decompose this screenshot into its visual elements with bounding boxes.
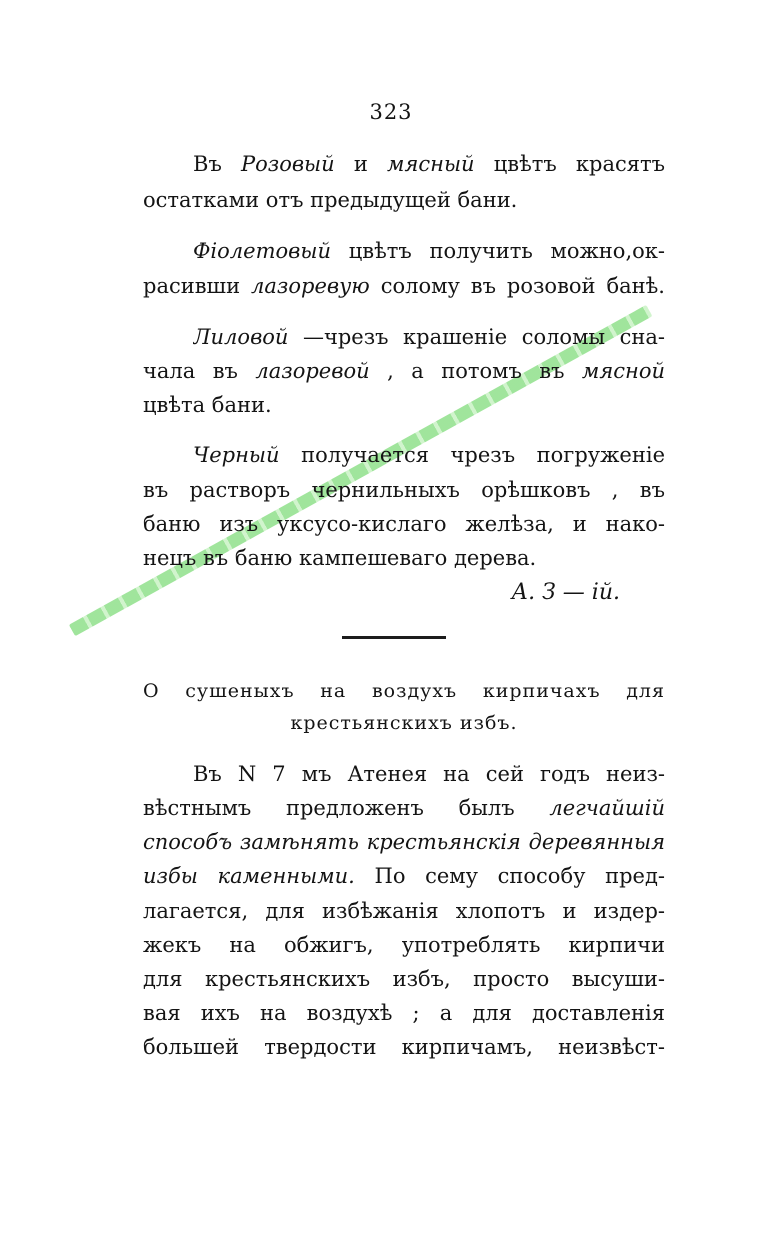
text-run-italic: Розовый xyxy=(240,152,335,176)
text-line xyxy=(143,964,665,994)
text-line xyxy=(143,1032,665,1062)
text-run-italic: легчайшій xyxy=(549,796,665,820)
text-run-italic: Лиловой xyxy=(193,325,289,349)
text-line xyxy=(193,236,665,266)
text-run: цвѣтъ получить можно,ок- xyxy=(331,239,665,263)
text-line xyxy=(143,793,665,823)
text-line xyxy=(143,271,665,301)
section-divider xyxy=(342,636,446,639)
text-run-italic: лазоревой xyxy=(255,359,370,383)
text-run-italic: лазоревую xyxy=(251,274,370,298)
text-line xyxy=(193,149,665,179)
text-line xyxy=(193,322,665,352)
text-line xyxy=(143,827,665,857)
page-number: 323 xyxy=(369,100,413,124)
text-line xyxy=(143,356,665,386)
text-run-italic: избы каменными. xyxy=(143,864,355,888)
text-run: для крестьянскихъ избъ, просто высуши- xyxy=(143,967,665,991)
text-run: въ растворъ чернильныхъ орѣшковъ , въ xyxy=(143,478,665,502)
text-line xyxy=(143,509,665,539)
text-run: —чрезъ крашеніе соломы сна- xyxy=(288,325,665,349)
text-line xyxy=(193,759,665,789)
text-run: получается чрезъ погруженіе xyxy=(279,443,665,467)
text-run-italic: мясный xyxy=(387,152,475,176)
text-line xyxy=(143,185,665,215)
text-run: чала въ xyxy=(143,359,256,383)
article-heading-line: крестьянскихъ избъ. xyxy=(290,712,518,734)
text-line xyxy=(143,896,665,926)
text-run: нецъ въ баню кампешеваго дерева. xyxy=(143,546,537,570)
text-line xyxy=(143,861,665,891)
text-run-italic: Черный xyxy=(193,443,280,467)
text-run: цвѣта бани. xyxy=(143,393,272,417)
text-run: остатками отъ предыдущей бани. xyxy=(143,188,518,212)
text-run-italic: способъ замѣнять крестьянскія деревянныя xyxy=(143,830,665,854)
text-run: жекъ на обжигъ, употреблять кирпичи xyxy=(143,933,665,957)
text-line xyxy=(143,390,665,420)
text-line xyxy=(143,930,665,960)
text-run: ъ xyxy=(208,152,241,176)
text-line xyxy=(143,998,665,1028)
text-run: баню изъ уксусо-кислаго желѣза, и нако- xyxy=(143,512,665,536)
signature: А. З — ій. xyxy=(511,580,620,605)
text-line xyxy=(143,475,665,505)
text-run: вая ихъ на воздухѣ ; а для доставленія xyxy=(143,1001,665,1025)
text-run: По сему способу пред- xyxy=(354,864,665,888)
text-line xyxy=(193,440,665,470)
text-run-italic: Фіолетовый xyxy=(193,239,331,263)
text-run: и xyxy=(334,152,388,176)
text-run: цвѣтъ красятъ xyxy=(474,152,665,176)
text-run: В xyxy=(193,152,209,176)
text-run: , а потомъ въ xyxy=(369,359,582,383)
text-run: большей твердости кирпичамъ, неизвѣст- xyxy=(143,1035,665,1059)
text-run: расивши xyxy=(143,274,252,298)
text-line xyxy=(143,543,665,573)
text-run: солому въ розовой банѣ. xyxy=(369,274,665,298)
text-run: лагается, для избѣжанія хлопотъ и издер- xyxy=(143,899,665,923)
text-run-italic: мясной xyxy=(581,359,665,383)
article-heading-line: О сушеныхъ на воздухъ кирпичахъ для xyxy=(143,680,665,702)
text-run: вѣстнымъ предложенъ былъ xyxy=(143,796,550,820)
text-run: Въ N 7 мъ Атенея на сей годъ неиз- xyxy=(193,762,665,786)
